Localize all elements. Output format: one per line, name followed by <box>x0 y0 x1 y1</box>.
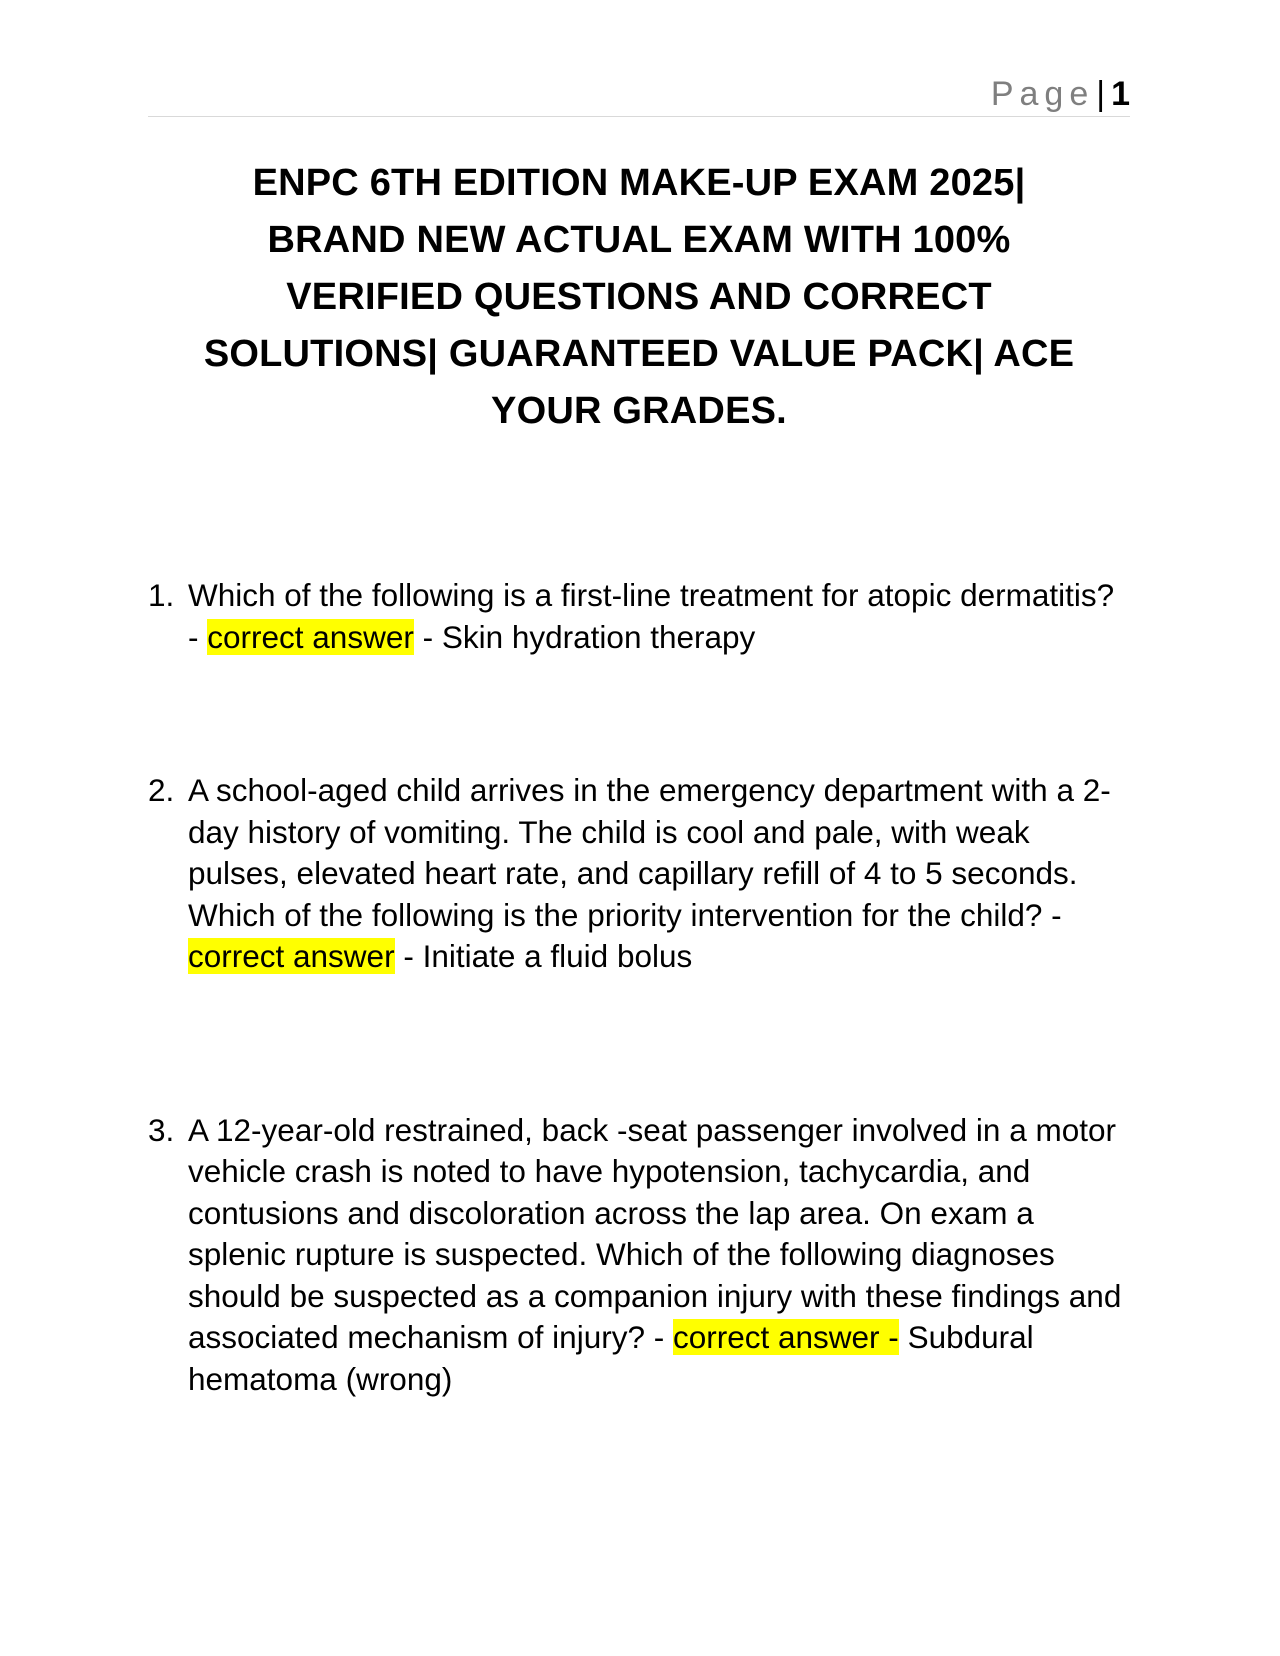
question-text: A school-aged child arrives in the emergency department with a 2-day history of vomiting. The child is cool and pale, with weak pulses, elevated heart rate, and capillary refill of 4 to 5 seconds. Which of the following is the priority intervention for the child? - <box>188 772 1111 933</box>
page-number-label <box>991 76 1130 113</box>
question-text: Which of the following is a first-line treatment for atopic dermatitis? - <box>188 577 1115 655</box>
answer-text: - Skin hydration therapy <box>422 618 756 655</box>
question-list <box>148 575 1130 1400</box>
correct-answer-highlight: correct answer - <box>672 1319 899 1355</box>
page-word: Page <box>990 75 1095 113</box>
answer-text: - Initiate a fluid bolus <box>403 938 693 974</box>
document-title <box>148 155 1130 440</box>
question-number: 1. <box>148 577 175 613</box>
question-text: A 12-year-old restrained, back -seat passenger involved in a motor vehicle crash is noted to have hypotension, tachycardia, and contusions and discoloration across the lap area. On exam a splenic rupture is suspected. Which of the following diagnoses should be suspected as a companion injury with these findings and associated mechanism of injury? - <box>188 1111 1122 1355</box>
title-line-3: VERIFIED QUESTIONS AND CORRECT <box>286 276 992 318</box>
correct-answer-highlight: correct answer <box>207 618 414 655</box>
correct-answer-highlight: correct answer <box>188 938 395 974</box>
question-number: 3. <box>148 1111 175 1148</box>
title-line-5: YOUR GRADES. <box>491 390 787 432</box>
question-number: 2. <box>148 772 175 808</box>
title-line-1: ENPC 6TH EDITION MAKE-UP EXAM 2025| <box>252 162 1026 204</box>
page-separator: | <box>1096 75 1106 113</box>
page-header <box>148 72 1130 117</box>
answer-text: Subdural hematoma (wrong) <box>188 1319 1034 1397</box>
question-item-3 <box>148 1110 1130 1401</box>
page-number: 1 <box>1111 75 1130 113</box>
question-item-2 <box>148 770 1130 978</box>
title-line-4: SOLUTIONS| GUARANTEED VALUE PACK| ACE <box>203 333 1075 375</box>
question-item-1 <box>148 575 1130 658</box>
title-line-2: BRAND NEW ACTUAL EXAM WITH 100% <box>267 219 1011 261</box>
